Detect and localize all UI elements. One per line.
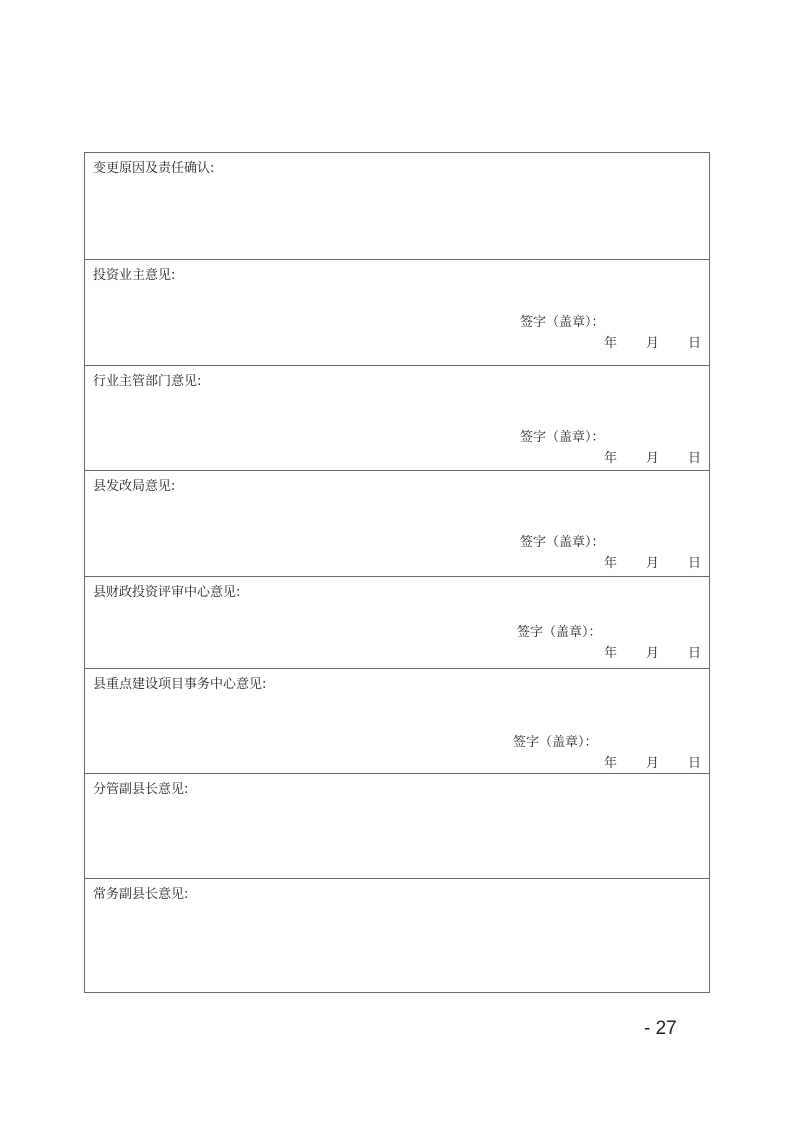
date-month: 月 (646, 336, 660, 351)
signature-label: 签字（盖章）： (513, 735, 598, 750)
date-year: 年 (604, 756, 618, 771)
date-month: 月 (646, 451, 660, 466)
section-label: 常务副县长意见: (93, 887, 189, 902)
section-label: 变更原因及责任确认: (93, 161, 215, 176)
date-day: 日 (688, 646, 702, 661)
date-month: 月 (646, 646, 660, 661)
section-label: 县发改局意见: (93, 479, 176, 494)
section-label: 分管副县长意见: (93, 782, 189, 797)
section-deputy-county-head-opinion (85, 774, 709, 879)
section-executive-deputy-county-head-opinion (85, 879, 709, 992)
signature-label: 签字（盖章）： (520, 315, 605, 330)
section-investor-opinion (85, 260, 709, 366)
section-change-reason (85, 153, 709, 260)
signature-label: 签字（盖章）： (517, 625, 602, 640)
section-label: 县财政投资评审中心意见: (93, 585, 241, 600)
page-number: - 27 (644, 1018, 677, 1039)
section-industry-dept-opinion (85, 366, 709, 471)
date-year: 年 (604, 646, 618, 661)
signature-label: 签字（盖章）： (520, 535, 605, 550)
date-year: 年 (604, 451, 618, 466)
section-key-project-center-opinion (85, 669, 709, 774)
date-day: 日 (688, 756, 702, 771)
date-day: 日 (688, 336, 702, 351)
section-finance-review-opinion (85, 577, 709, 669)
date-month: 月 (646, 556, 660, 571)
section-development-reform-opinion (85, 471, 709, 577)
section-label: 行业主管部门意见: (93, 374, 202, 389)
date-day: 日 (688, 451, 702, 466)
date-year: 年 (604, 336, 618, 351)
section-label: 县重点建设项目事务中心意见: (93, 677, 267, 692)
signature-label: 签字（盖章）： (520, 430, 605, 445)
date-day: 日 (688, 556, 702, 571)
date-month: 月 (646, 756, 660, 771)
opinion-form-table (84, 152, 710, 993)
date-year: 年 (604, 556, 618, 571)
section-label: 投资业主意见: (93, 268, 176, 283)
